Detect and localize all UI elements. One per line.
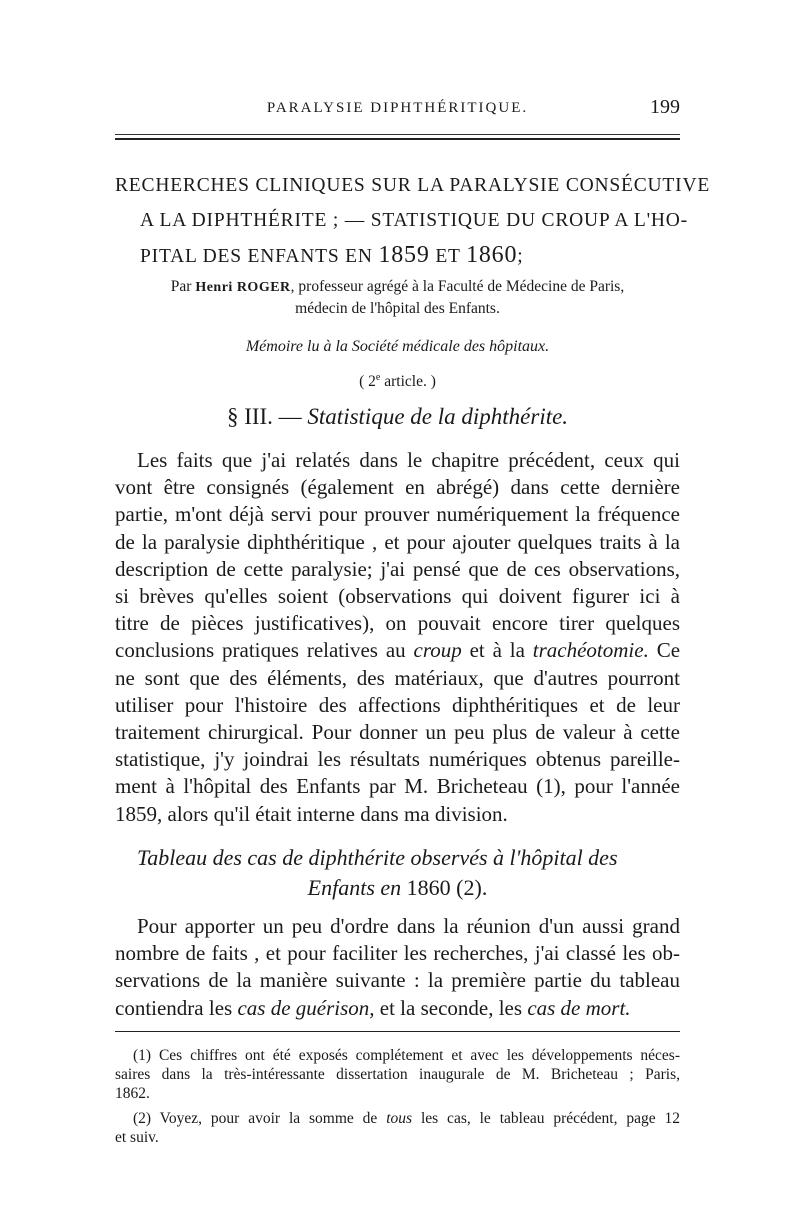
footnote-1-line-2: saires dans la très-intéressante dissertation inaugurale de M. Bricheteau ; Paris, [115,1066,680,1083]
article-open: ( 2 [359,373,376,391]
title-line-3-mid: ET [435,246,461,267]
p1-croup: croup [413,638,462,663]
footnote-rule [115,1031,680,1032]
article-number [115,372,680,391]
author-block [115,276,680,319]
article-rest: article. ) [380,373,436,391]
table-heading [115,843,680,903]
title-year-1859: 1859 [378,242,430,268]
author-line-2: médecin de l'hôpital des Enfants. [295,300,500,317]
paragraph-2 [115,913,680,1022]
section-title: Statistique de la diphthérite. [307,404,569,429]
footnote-1-line-1: (1) Ces chiffres ont été exposés complétement et avec les développements néces- [133,1047,680,1064]
table-heading-line-1: Tableau des cas de diphthérite observés à l'hôpital des [137,845,618,870]
p1-line-14: 1859, alors qu'il était interne dans ma division. [115,801,508,826]
p1-line-1: Les faits que j'ai relatés dans le chapitre précédent, ceux qui [137,448,680,472]
footnote-2-line-2: et suiv. [115,1129,159,1146]
footnote-2-tous: tous [386,1110,413,1127]
p1-line-5: description de cette paralysie; j'ai pensé que de ces observations, [115,556,680,581]
p1-line-6: si brèves qu'elles soient (observations qui doivent figurer ici à [115,584,680,609]
article-sup: e [375,372,381,383]
p2-line-3: servations de la manière suivante : la première partie du tableau [115,968,680,993]
author-line-1 [115,276,680,298]
paragraph-1 [115,447,680,828]
p2-line-4-b: et la seconde, les [379,995,523,1020]
title-line-3 [115,238,680,274]
p2-line-1: Pour apporter un peu d'ordre dans la réunion d'un aussi grand [137,914,680,938]
table-heading-enfants: Enfants en [307,875,402,900]
p1-line-2: vont être consignés (également en abrégé) dans cette dernière [115,475,680,500]
p2-line-2: nombre de faits , et pour faciliter les recherches, j'ai classé les ob- [115,941,680,966]
section-number: § III. — [226,404,302,429]
p1-line-4: de la paralysie diphthéritique , et pour ajouter quelques traits à la [115,529,680,554]
footnote-2-a: (2) Voyez, pour avoir la somme de [133,1110,378,1127]
footnotes [115,1046,680,1147]
p2-line-4 [115,995,680,1022]
p2-cas-guerison: cas de guérison, [237,995,375,1020]
p1-line-7: titre de pièces justificatives), on pouvait encore tirer quelques [115,611,680,636]
article-title [115,168,711,274]
title-line-1: RECHERCHES CLINIQUES SUR LA PARALYSIE CONSÉCUTIVE [115,175,711,196]
p2-cas-mort: cas de mort. [527,995,631,1020]
title-year-1860: 1860 [466,242,518,268]
p1-tracheotomie: trachéotomie. [532,638,649,663]
table-heading-line-2 [115,873,680,903]
footnote-2-line-1 [115,1109,680,1128]
footnote-1-line-3: 1862. [115,1085,150,1102]
p1-line-9: ne sont que des éléments, des matériaux, que d'autres pourront [115,665,680,690]
section-heading [115,404,680,430]
p1-line-13: ment à l'hôpital des Enfants par M. Bricheteau (1), pour l'année [115,774,680,799]
p1-line-8-b: et à la [469,638,525,663]
running-title: PARALYSIE DIPHTHÉRITIQUE. [266,100,529,116]
running-head [115,96,680,120]
page-number: 199 [650,96,680,118]
author-name: Henri ROGER [195,280,291,295]
title-line-3-prefix: PITAL DES ENFANTS EN [140,246,373,267]
p1-line-3: partie, m'ont déjà servi pour prouver numériquement la fréquence [115,502,680,527]
p1-line-10: utiliser pour l'histoire des affections diphthéritiques et de leur [115,692,680,717]
p1-line-8 [115,637,680,664]
title-line-2: A LA DIPHTHÉRITE ; — STATISTIQUE DU CROUP A L'HO- [140,210,688,231]
author-affiliation: , professeur agrégé à la Faculté de Médecine de Paris, [290,278,625,295]
author-par: Par [170,278,192,295]
p2-line-4-a: contiendra les [115,995,233,1020]
header-rule [115,134,680,140]
memoire-note: Mémoire lu à la Société médicale des hôpitaux. [245,338,550,355]
p1-line-8-a: conclusions pratiques relatives au [115,638,406,663]
table-heading-year: 1860 (2). [406,875,488,900]
p1-line-12: statistique, j'y joindrai les résultats numériques obtenus pareille- [115,747,680,772]
title-line-3-suffix: ; [517,246,524,267]
p1-line-8-c: Ce [656,638,681,663]
footnote-2-b: les cas, le tableau précédent, page 12 [420,1110,680,1127]
p1-line-11: traitement chirurgical. Pour donner un peu plus de valeur à cette [115,720,680,745]
